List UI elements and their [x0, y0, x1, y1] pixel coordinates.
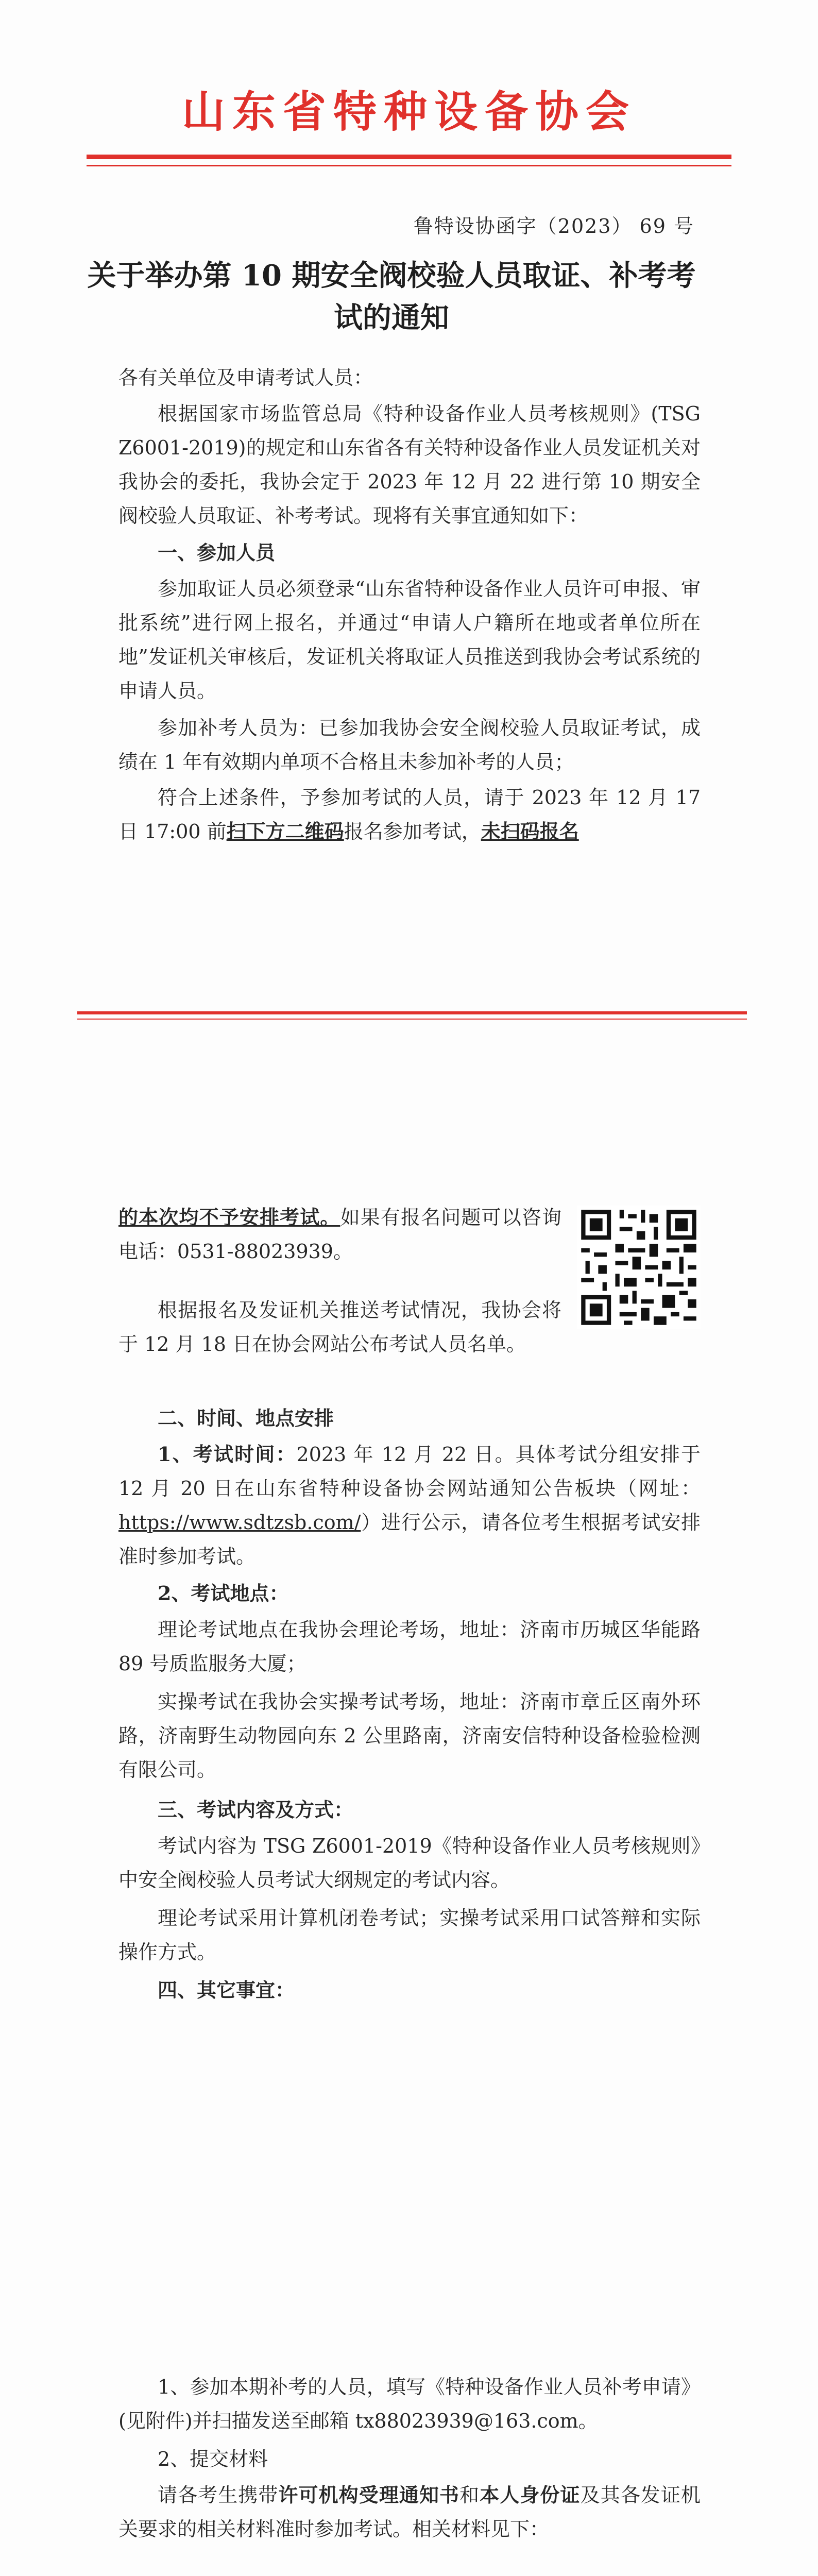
- exam-method: 理论考试采用计算机闭卷考试；实操考试采用口试答辩和实际操作方式。: [118, 1907, 701, 1963]
- divider-rule: [77, 1011, 747, 1014]
- materials-text-c: 和: [459, 2484, 480, 2506]
- section-4-item-1: 1、参加本期补考的人员，填写《特种设备作业人员补考申请》(见附件)并扫描发送至邮箱 tx88023939@163.com。: [118, 2376, 701, 2432]
- section-1-paragraph-1: 参加取证人员必须登录“山东省特种设备作业人员许可申报、审批系统”进行网上报名，并通过“申请人户籍所在地或者单位所在地”发证机关审核后，发证机关将取证人员推送到我协会考试系统的申请人员。: [118, 578, 701, 702]
- exam-place-label: 2、考试地点：: [158, 1582, 289, 1605]
- document-number: 鲁特设协函字（2023） 69 号: [413, 215, 694, 238]
- letterhead-rule-thick: [87, 155, 731, 159]
- salutation: 各有关单位及申请考试人员：: [118, 366, 373, 389]
- theory-exam-location: 理论考试地点在我协会理论考场，地址：济南市历城区华能路 89 号质监服务大厦；: [118, 1618, 701, 1675]
- letterhead-rule-thin: [87, 165, 731, 166]
- section-4-heading: 四、其它事宜：: [158, 1978, 295, 2002]
- practical-exam-location: 实操考试在我协会实操考试考场，地址：济南市章丘区南外环路，济南野生动物园向东 2 公里路南，济南安信特种设备检验检测有限公司。: [118, 1690, 701, 1781]
- section-2-heading: 二、时间、地点安排: [158, 1406, 334, 1430]
- document-title: 关于举办第 10 期安全阀校验人员取证、补考考试的通知: [87, 259, 696, 335]
- section-4-item-2: 2、提交材料: [158, 2448, 268, 2470]
- inquiry-text: 如果有报名问题可以咨询电话：: [118, 1206, 561, 1263]
- section-1-paragraph-3: [118, 781, 701, 849]
- materials-paragraph: [118, 2478, 701, 2546]
- inquiry-phone: 0531-88023939。: [177, 1240, 353, 1263]
- qr-code-icon: [577, 1206, 701, 1329]
- intro-paragraph: 根据国家市场监管总局《特种设备作业人员考核规则》(TSG Z6001-2019)的规定和山东省各有关特种设备作业人员发证机关对我协会的委托，我协会定于 2023 年 12 月 22 进行第 10 期安全阀校验人员取证、补考考试。现将有关事宜通知如下：: [118, 402, 701, 527]
- materials-text-e: 及其各发证机关要求的相关材料准时参加考试。相关材料见下：: [118, 2484, 701, 2540]
- section-3-heading: 三、考试内容及方式：: [158, 1798, 354, 1821]
- section-1-paragraph-3-continued: [118, 1200, 561, 1268]
- acceptance-notice: 许可机构受理通知书: [278, 2483, 460, 2506]
- register-text: 报名参加考试，: [344, 820, 481, 843]
- no-exam-notice: 的本次均不予安排考试。: [118, 1206, 340, 1229]
- section-1-paragraph-2: 参加补考人员为：已参加我协会安全阀校验人员取证考试，成绩在 1 年有效期内单项不合格且未参加补考的人员；: [118, 717, 701, 773]
- materials-text-a: 请各考生携带: [158, 2484, 279, 2506]
- unscanned-warning: 未扫码报名: [481, 820, 579, 843]
- exam-time-label: 1、考试时间：: [158, 1443, 297, 1466]
- exam-time-text: 2023 年 12 月 22 日。具体考试分组安排于 12 月 20 日在山东省特种设备协会网站通知公告板块（网址：: [118, 1443, 701, 1500]
- divider-rule-thin: [77, 1019, 747, 1020]
- qr-instruction: 扫下方二维码: [226, 820, 344, 843]
- deadline-text: 符合上述条件，予参加考试的人员，请于 2023 年 12 月 17 日 17:00 前: [118, 786, 701, 843]
- section-1-heading: 一、参加人员: [158, 541, 276, 564]
- website-link[interactable]: https://www.sdtzsb.com/: [118, 1511, 361, 1534]
- id-card: 本人身份证: [480, 2483, 581, 2506]
- letterhead-title: 山东省特种设备协会: [181, 87, 636, 137]
- exam-content: 考试内容为 TSG Z6001-2019《特种设备作业人员考核规则》中安全阀校验人员考试大纲规定的考试内容。: [118, 1835, 701, 1891]
- registration-qr-code[interactable]: [577, 1206, 701, 1329]
- exam-time-text-2: ）进行公示，请各位考生根据考试安排准时参加考试。: [118, 1511, 701, 1568]
- section-1-paragraph-4: 根据报名及发证机关推送考试情况，我协会将于 12 月 18 日在协会网站公布考试人员名单。: [118, 1299, 561, 1355]
- exam-time-paragraph: [118, 1437, 701, 1573]
